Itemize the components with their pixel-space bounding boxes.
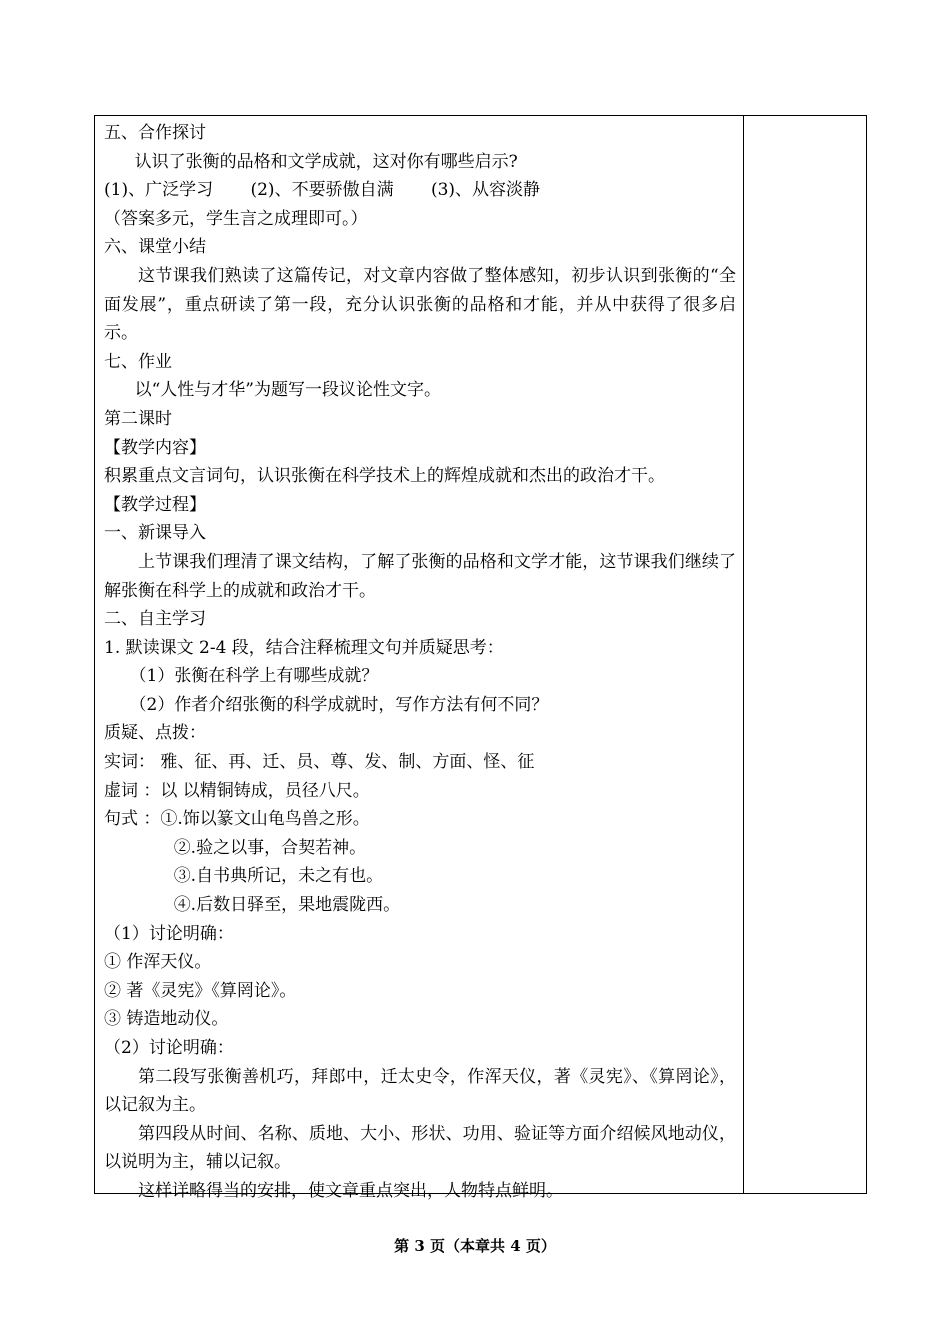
xuci-line: 虚词 ：以 以精铜铸成，员径八尺。: [104, 780, 370, 801]
section5-title: 五、合作探讨: [104, 123, 206, 143]
question-2: （2）作者介绍张衡的科学成就时，写作方法有何不同？: [129, 694, 549, 715]
section5-question: 认识了张衡的品格和文学成就，这对你有哪些启示?: [134, 151, 518, 172]
process-header: 【教学过程】: [104, 494, 206, 515]
section5-note: （答案多元，学生言之成理即可。）: [104, 208, 368, 229]
discussion2-title: （2）讨论明确：: [104, 1038, 234, 1058]
option-3: (3)、从容淡静: [430, 180, 541, 201]
section5-options: [104, 176, 736, 205]
main-content-cell: [104, 119, 736, 1206]
task1: 1. 默读课文 2-4 段，结合注释梳理文句并质疑思考：: [104, 637, 504, 658]
column-divider: [743, 116, 744, 1193]
content-text: 积累重点文言词句，认识张衡在科学技术上的辉煌成就和杰出的政治才干。: [104, 466, 665, 487]
jushi-line-2: ②.验之以事，合契若神。: [173, 837, 367, 858]
discussion2-paragraph: 第四段从时间、名称、质地、大小、形状、功用、验证等方面介绍候风地动仪，以说明为主，辅以记叙。: [104, 1123, 736, 1173]
option-2: (2)、不要骄傲自满: [250, 180, 394, 201]
study-title: 二、自主学习: [104, 609, 206, 630]
jushi-line-1: 句式 ：①.饰以篆文山龟鸟兽之形。: [104, 809, 370, 830]
content-header: 【教学内容】: [104, 437, 206, 458]
lesson-plan-table: [94, 115, 867, 1201]
page-footer: 第 3 页（本章共 4 页）: [394, 1237, 556, 1255]
discussion1-title: （1）讨论明确：: [104, 923, 234, 944]
section6-title: 六、课堂小结: [104, 237, 206, 258]
section7-task: 以“人性与才华”为题写一段议论性文字。: [134, 380, 441, 401]
jushi-line-3: ③.自书典所记，未之有也。: [173, 866, 384, 887]
guide-title: 质疑、点拨：: [104, 723, 206, 744]
discussion1-item: ① 作浑天仪。: [104, 952, 212, 973]
discussion1-item: ③ 铸造地动仪。: [104, 1009, 229, 1030]
discussion2-paragraph: 这样详略得当的安排，使文章重点突出，人物特点鲜明。: [138, 1180, 563, 1201]
section6-paragraph: 这节课我们熟读了这篇传记，对文章内容做了整体感知，初步认识到张衡的“全面发展”，重点研读了第一段，充分认识张衡的品格和才能，并从中获得了很多启示。: [104, 265, 736, 344]
question-1: （1）张衡在科学上有哪些成就？: [129, 666, 379, 687]
intro-title: 一、新课导入: [104, 523, 206, 544]
shici-line: 实词： 雅、征、再、迁、员、尊、发、制、方面、怪、征: [104, 752, 535, 773]
intro-paragraph: 上节课我们理清了课文结构，了解了张衡的品格和文学才能，这节课我们继续了解张衡在科学上的成就和政治才干。: [104, 551, 736, 601]
lesson2-title: 第二课时: [104, 408, 172, 429]
discussion1-item: ② 著《灵宪》《算罔论》。: [104, 980, 297, 1001]
jushi-line-4: ④.后数日驿至，果地震陇西。: [173, 895, 401, 916]
section7-title: 七、作业: [104, 351, 172, 372]
option-1: (1)、广泛学习: [104, 180, 214, 201]
discussion2-paragraph: 第二段写张衡善机巧，拜郎中，迁太史令，作浑天仪，著《灵宪》、《算罔论》，以记叙为主。: [104, 1066, 736, 1116]
